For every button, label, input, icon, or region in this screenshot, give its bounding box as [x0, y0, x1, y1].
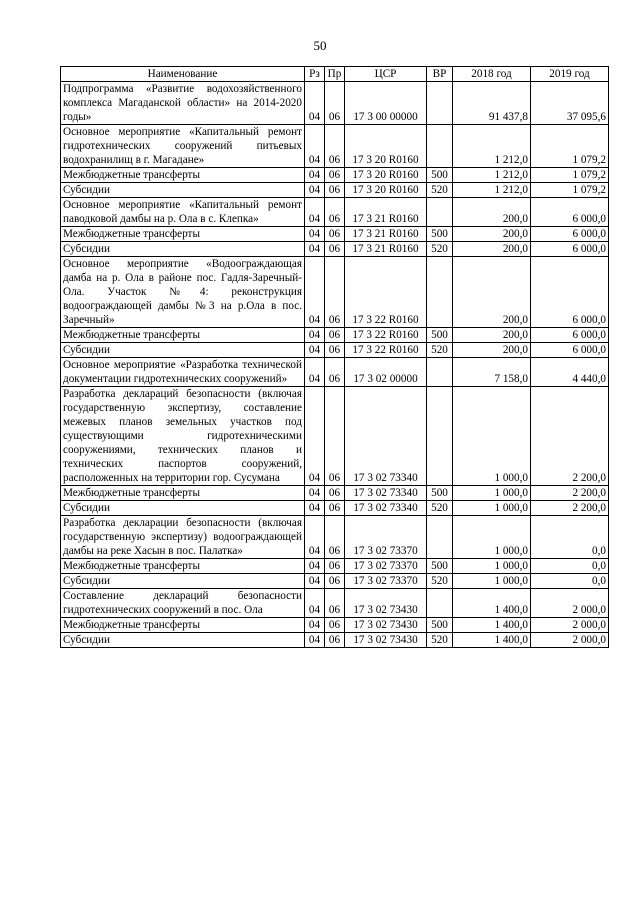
table-row: [61, 227, 609, 242]
cell-pr: 06: [325, 358, 345, 387]
cell-pr: 06: [325, 501, 345, 516]
cell-pr: 06: [325, 242, 345, 257]
cell-vr: 500: [427, 559, 453, 574]
header-rz: Рз: [305, 67, 325, 82]
cell-csr: 17 3 02 73340: [345, 387, 427, 486]
table-row: [61, 82, 609, 125]
cell-csr: 17 3 22 R0160: [345, 257, 427, 328]
cell-rz: 04: [305, 168, 325, 183]
cell-csr: 17 3 02 73430: [345, 618, 427, 633]
cell-y2019: 2 000,0: [531, 589, 609, 618]
table-row: [61, 559, 609, 574]
cell-vr: 500: [427, 328, 453, 343]
cell-pr: 06: [325, 574, 345, 589]
cell-y2018: 200,0: [453, 343, 531, 358]
cell-vr: 520: [427, 242, 453, 257]
cell-csr: 17 3 22 R0160: [345, 343, 427, 358]
cell-pr: 06: [325, 328, 345, 343]
cell-vr: [427, 387, 453, 486]
cell-rz: 04: [305, 618, 325, 633]
cell-name: Основное мероприятие «Разработка технической документации гидротехнических сооружений»: [61, 358, 305, 387]
cell-y2018: 1 000,0: [453, 559, 531, 574]
cell-vr: [427, 257, 453, 328]
cell-rz: 04: [305, 183, 325, 198]
cell-y2019: 0,0: [531, 516, 609, 559]
cell-y2018: 7 158,0: [453, 358, 531, 387]
table-row: [61, 574, 609, 589]
table-row: [61, 633, 609, 648]
cell-y2019: 6 000,0: [531, 198, 609, 227]
cell-name: Межбюджетные трансферты: [61, 559, 305, 574]
cell-y2019: 2 200,0: [531, 501, 609, 516]
cell-y2019: 6 000,0: [531, 257, 609, 328]
cell-csr: 17 3 02 73370: [345, 559, 427, 574]
cell-rz: 04: [305, 125, 325, 168]
table-row: [61, 618, 609, 633]
cell-vr: 520: [427, 574, 453, 589]
cell-y2018: 1 000,0: [453, 516, 531, 559]
cell-vr: [427, 198, 453, 227]
cell-rz: 04: [305, 574, 325, 589]
cell-rz: 04: [305, 343, 325, 358]
cell-pr: 06: [325, 257, 345, 328]
cell-pr: 06: [325, 125, 345, 168]
cell-rz: 04: [305, 198, 325, 227]
cell-pr: 06: [325, 559, 345, 574]
cell-vr: 500: [427, 227, 453, 242]
table-header-row: [61, 67, 609, 82]
table-row: [61, 387, 609, 486]
cell-rz: 04: [305, 516, 325, 559]
cell-y2018: 1 000,0: [453, 387, 531, 486]
page-number: 50: [313, 38, 327, 53]
cell-y2019: 1 079,2: [531, 183, 609, 198]
cell-y2018: 200,0: [453, 227, 531, 242]
header-2019: 2019 год: [531, 67, 609, 82]
cell-name: Субсидии: [61, 633, 305, 648]
cell-csr: 17 3 02 73340: [345, 501, 427, 516]
cell-rz: 04: [305, 633, 325, 648]
cell-vr: 500: [427, 168, 453, 183]
cell-name: Основное мероприятие «Водоограждающая дамба на р. Ола в районе пос. Гадля-Заречный-Ола. Участок №4: реконструкция водоограждающей дамбы №3 на р.Ола в пос. Заречный»: [61, 257, 305, 328]
cell-vr: 500: [427, 618, 453, 633]
table-row: [61, 168, 609, 183]
cell-rz: 04: [305, 82, 325, 125]
cell-csr: 17 3 02 73340: [345, 486, 427, 501]
header-pr: Пр: [325, 67, 345, 82]
cell-csr: 17 3 02 73370: [345, 516, 427, 559]
cell-csr: 17 3 20 R0160: [345, 168, 427, 183]
cell-vr: 520: [427, 343, 453, 358]
cell-rz: 04: [305, 242, 325, 257]
cell-y2018: 1 400,0: [453, 633, 531, 648]
cell-vr: 500: [427, 486, 453, 501]
table-row: [61, 183, 609, 198]
cell-y2018: 1 000,0: [453, 501, 531, 516]
table-row: [61, 486, 609, 501]
cell-csr: 17 3 20 R0160: [345, 125, 427, 168]
cell-y2018: 200,0: [453, 257, 531, 328]
header-csr: ЦСР: [345, 67, 427, 82]
cell-name: Межбюджетные трансферты: [61, 618, 305, 633]
table-row: [61, 501, 609, 516]
cell-rz: 04: [305, 257, 325, 328]
cell-csr: 17 3 20 R0160: [345, 183, 427, 198]
cell-y2018: 200,0: [453, 198, 531, 227]
cell-csr: 17 3 02 73430: [345, 589, 427, 618]
cell-rz: 04: [305, 559, 325, 574]
cell-name: Основное мероприятие «Капитальный ремонт паводковой дамбы на р. Ола в с. Клепка»: [61, 198, 305, 227]
cell-csr: 17 3 02 00000: [345, 358, 427, 387]
cell-name: Субсидии: [61, 574, 305, 589]
cell-pr: 06: [325, 516, 345, 559]
cell-vr: 520: [427, 633, 453, 648]
table-row: [61, 516, 609, 559]
cell-name: Субсидии: [61, 501, 305, 516]
cell-csr: 17 3 21 R0160: [345, 242, 427, 257]
header-vr: ВР: [427, 67, 453, 82]
cell-name: Разработка декларации безопасности (включая государственную экспертизу) водоограждающей дамбы на реке Хасын в пос. Палатка»: [61, 516, 305, 559]
cell-name: Составление деклараций безопасности гидротехнических сооружений в пос. Ола: [61, 589, 305, 618]
cell-vr: [427, 589, 453, 618]
cell-csr: 17 3 21 R0160: [345, 227, 427, 242]
cell-y2019: 2 000,0: [531, 618, 609, 633]
cell-csr: 17 3 21 R0160: [345, 198, 427, 227]
cell-rz: 04: [305, 358, 325, 387]
cell-pr: 06: [325, 168, 345, 183]
cell-y2019: 4 440,0: [531, 358, 609, 387]
cell-pr: 06: [325, 618, 345, 633]
cell-name: Межбюджетные трансферты: [61, 227, 305, 242]
cell-y2019: 2 200,0: [531, 486, 609, 501]
cell-y2018: 200,0: [453, 328, 531, 343]
header-name: Наименование: [61, 67, 305, 82]
cell-y2019: 2 200,0: [531, 387, 609, 486]
cell-y2018: 1 000,0: [453, 486, 531, 501]
table-row: [61, 358, 609, 387]
cell-y2018: 1 212,0: [453, 183, 531, 198]
cell-rz: 04: [305, 227, 325, 242]
cell-name: Основное мероприятие «Капитальный ремонт гидротехнических сооружений питьевых водохранилищ в г. Магадане»: [61, 125, 305, 168]
cell-y2019: 1 079,2: [531, 168, 609, 183]
cell-csr: 17 3 00 00000: [345, 82, 427, 125]
cell-rz: 04: [305, 501, 325, 516]
table-row: [61, 343, 609, 358]
cell-csr: 17 3 02 73430: [345, 633, 427, 648]
cell-y2019: 0,0: [531, 559, 609, 574]
cell-name: Подпрограмма «Развитие водохозяйственного комплекса Магаданской области» на 2014-2020 годы»: [61, 82, 305, 125]
cell-y2019: 6 000,0: [531, 343, 609, 358]
cell-vr: 520: [427, 501, 453, 516]
cell-pr: 06: [325, 343, 345, 358]
cell-y2019: 2 000,0: [531, 633, 609, 648]
cell-y2018: 1 212,0: [453, 168, 531, 183]
cell-rz: 04: [305, 387, 325, 486]
cell-y2019: 0,0: [531, 574, 609, 589]
cell-pr: 06: [325, 82, 345, 125]
cell-vr: [427, 516, 453, 559]
cell-pr: 06: [325, 633, 345, 648]
cell-name: Разработка деклараций безопасности (включая государственную экспертизу, составление межевых планов земельных участков под существующими гидротехническими сооружениями, технических планов и технических паспортов сооружений, расположенных на территории гор. Сусумана: [61, 387, 305, 486]
cell-y2019: 37 095,6: [531, 82, 609, 125]
cell-y2018: 91 437,8: [453, 82, 531, 125]
table-row: [61, 125, 609, 168]
cell-name: Субсидии: [61, 343, 305, 358]
cell-pr: 06: [325, 589, 345, 618]
table-row: [61, 242, 609, 257]
cell-name: Межбюджетные трансферты: [61, 486, 305, 501]
cell-vr: [427, 358, 453, 387]
cell-pr: 06: [325, 227, 345, 242]
cell-pr: 06: [325, 486, 345, 501]
cell-pr: 06: [325, 198, 345, 227]
cell-name: Субсидии: [61, 183, 305, 198]
cell-y2018: 1 000,0: [453, 574, 531, 589]
cell-y2018: 1 212,0: [453, 125, 531, 168]
cell-pr: 06: [325, 183, 345, 198]
cell-y2018: 200,0: [453, 242, 531, 257]
cell-y2019: 6 000,0: [531, 242, 609, 257]
cell-name: Межбюджетные трансферты: [61, 168, 305, 183]
cell-rz: 04: [305, 486, 325, 501]
cell-vr: 520: [427, 183, 453, 198]
cell-y2019: 6 000,0: [531, 328, 609, 343]
cell-vr: [427, 125, 453, 168]
header-2018: 2018 год: [453, 67, 531, 82]
table-row: [61, 589, 609, 618]
cell-rz: 04: [305, 328, 325, 343]
cell-y2018: 1 400,0: [453, 589, 531, 618]
budget-table: [60, 66, 609, 648]
cell-vr: [427, 82, 453, 125]
table-body: [61, 82, 609, 648]
cell-y2019: 1 079,2: [531, 125, 609, 168]
cell-csr: 17 3 22 R0160: [345, 328, 427, 343]
cell-y2018: 1 400,0: [453, 618, 531, 633]
cell-name: Субсидии: [61, 242, 305, 257]
cell-rz: 04: [305, 589, 325, 618]
table-row: [61, 328, 609, 343]
cell-csr: 17 3 02 73370: [345, 574, 427, 589]
table-row: [61, 198, 609, 227]
cell-name: Межбюджетные трансферты: [61, 328, 305, 343]
cell-y2019: 6 000,0: [531, 227, 609, 242]
cell-pr: 06: [325, 387, 345, 486]
table-row: [61, 257, 609, 328]
